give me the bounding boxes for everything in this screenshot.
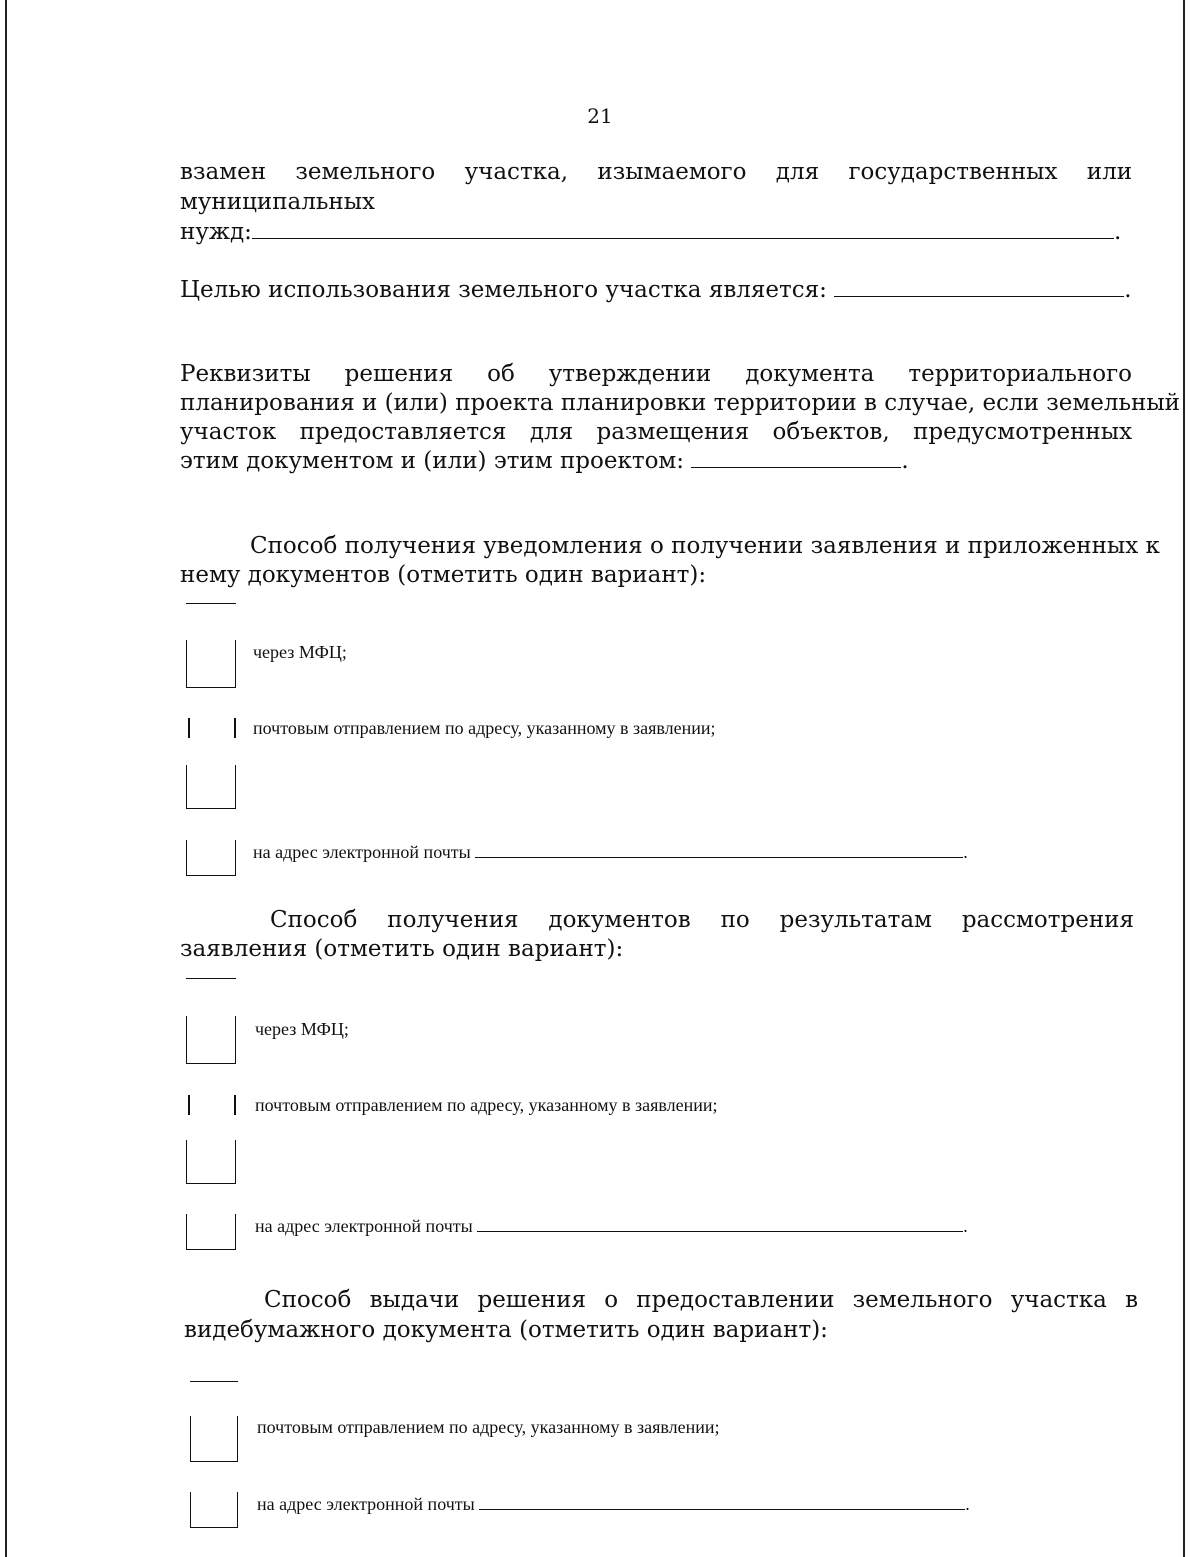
notification-email-checkbox[interactable]: [186, 840, 236, 876]
notification-email-line: на адрес электронной почты .: [253, 842, 968, 862]
decision-email-line: на адрес электронной почты .: [257, 1494, 970, 1514]
purpose-line: Целью использования земельного участка является: .: [180, 277, 1132, 303]
decision-checkbox-top: [190, 1381, 238, 1382]
notification-mail-label: почтовым отправлением по адресу, указанному в заявлении;: [253, 718, 716, 738]
page-edge-right: [1183, 0, 1185, 1557]
notification-mfc-checkbox[interactable]: [186, 640, 236, 688]
results-email-checkbox[interactable]: [186, 1214, 236, 1250]
results-checkbox-top: [186, 978, 236, 979]
results-email-input-line[interactable]: [477, 1215, 963, 1232]
intro-line-3: нужд: .: [180, 219, 1122, 245]
results-mail-checkbox-right: [234, 1095, 236, 1115]
results-mail-checkbox[interactable]: [186, 1140, 236, 1184]
notification-mail-checkbox-right: [234, 718, 236, 738]
decision-mail-label: почтовым отправлением по адресу, указанному в заявлении;: [257, 1417, 720, 1437]
notification-heading-line-2: нему документов (отметить один вариант):: [180, 562, 707, 588]
results-email-line: на адрес электронной почты .: [255, 1216, 968, 1236]
notification-mail-checkbox[interactable]: [186, 765, 236, 809]
results-heading-line-2: заявления (отметить один вариант):: [180, 936, 624, 962]
results-mail-label: почтовым отправлением по адресу, указанному в заявлении;: [255, 1095, 718, 1115]
decision-email-checkbox[interactable]: [190, 1492, 238, 1528]
page-number: 21: [587, 104, 613, 128]
decision-heading-line-2: видебумажного документа (отметить один вариант):: [184, 1317, 828, 1343]
notification-email-input-line[interactable]: [475, 841, 963, 858]
notification-heading-line-1: Способ получения уведомления о получении заявления и приложенных к: [250, 533, 1160, 559]
requisites-line-3: участок предоставляется для размещения объектов, предусмотренных: [180, 419, 1133, 445]
decision-email-input-line[interactable]: [479, 1493, 965, 1510]
results-mail-checkbox-left: [188, 1095, 190, 1115]
page-edge-left: [5, 0, 7, 1557]
notification-mfc-label: через МФЦ;: [253, 642, 347, 662]
notification-checkbox-top: [186, 603, 236, 604]
decision-mail-checkbox[interactable]: [190, 1416, 238, 1462]
requisites-input-line[interactable]: [691, 447, 901, 468]
results-mfc-checkbox[interactable]: [186, 1016, 236, 1064]
requisites-line-4: этим документом и (или) этим проектом: .: [180, 448, 909, 474]
decision-heading-line-1: Способ выдачи решения о предоставлении земельного участка в: [264, 1287, 1139, 1313]
requisites-line-2: планирования и (или) проекта планировки территории в случае, если земельный: [180, 390, 1180, 416]
needs-input-line[interactable]: [252, 218, 1114, 239]
results-heading-line-1: Способ получения документов по результатам рассмотрения: [270, 907, 1134, 933]
intro-line-1: взамен земельного участка, изымаемого для государственных или: [180, 159, 1133, 185]
purpose-input-line[interactable]: [834, 276, 1124, 297]
requisites-line-1: Реквизиты решения об утверждении документа территориального: [180, 361, 1133, 387]
results-mfc-label: через МФЦ;: [255, 1019, 349, 1039]
intro-line-2: муниципальных: [180, 189, 375, 215]
notification-mail-checkbox-left: [188, 718, 190, 738]
